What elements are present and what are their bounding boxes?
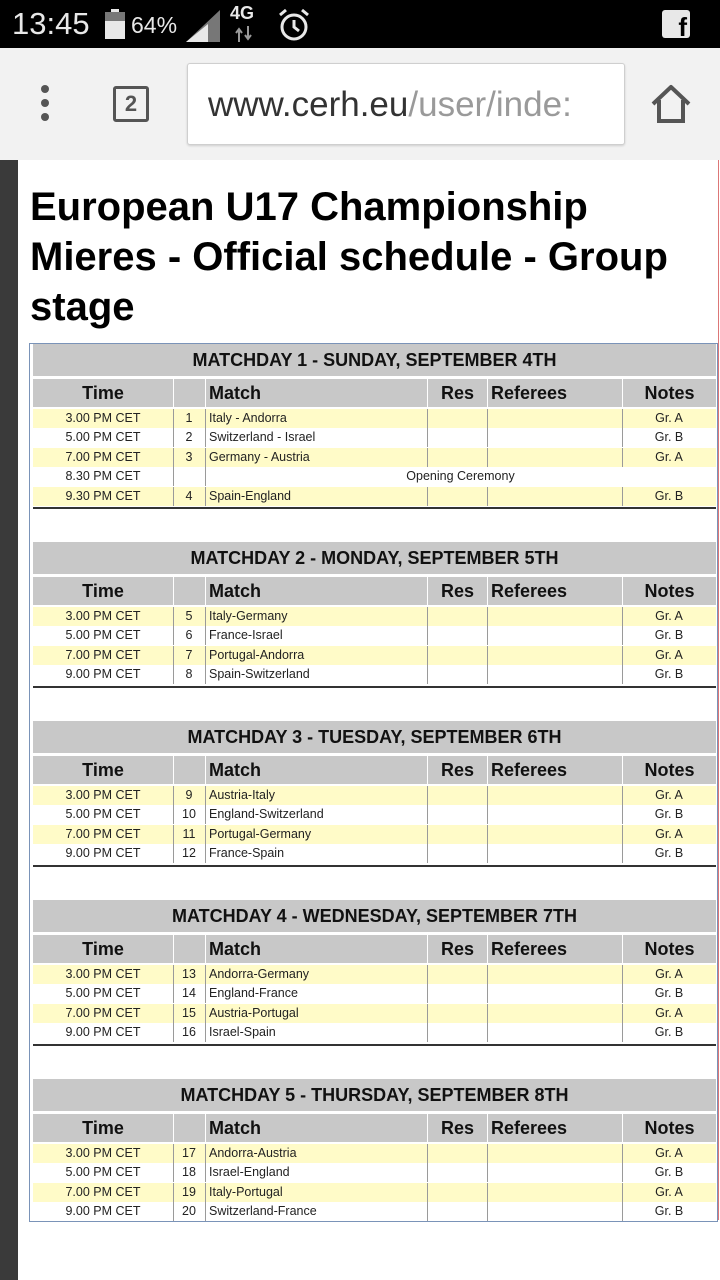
match-teams: England-Switzerland — [209, 807, 324, 822]
matchday-header: MATCHDAY 2 - MONDAY, SEPTEMBER 5TH — [33, 542, 716, 574]
match-time: 9.00 PM CET — [65, 1204, 141, 1219]
table-row — [33, 984, 716, 1003]
column-divider — [427, 844, 428, 863]
page-border — [718, 160, 719, 1220]
match-number: 20 — [182, 1204, 196, 1219]
match-time: 5.00 PM CET — [65, 986, 141, 1001]
table-row — [33, 467, 716, 486]
column-divider — [487, 825, 488, 844]
match-time: 5.00 PM CET — [65, 1165, 141, 1180]
column-divider — [487, 1144, 488, 1163]
match-group: Gr. A — [655, 1005, 683, 1020]
table-row — [33, 825, 716, 844]
column-divider — [487, 1023, 488, 1042]
match-group: Gr. A — [655, 609, 683, 623]
column-divider — [205, 844, 206, 863]
match-teams: Italy - Andorra — [209, 411, 287, 425]
table-row — [33, 409, 716, 428]
match-time: 8.30 PM CET — [65, 469, 141, 484]
table-row — [33, 844, 716, 863]
column-divider — [487, 607, 488, 626]
match-number: 11 — [182, 826, 196, 841]
match-group: Gr. A — [655, 449, 683, 464]
match-group: Gr. A — [655, 1184, 683, 1199]
column-header-no — [174, 756, 205, 784]
column-divider — [487, 1202, 488, 1221]
column-header-no — [174, 1114, 205, 1142]
facebook-icon: f — [662, 10, 690, 38]
url-domain: www.cerh.eu — [208, 85, 409, 124]
event-label: Opening Ceremony — [406, 469, 515, 484]
match-number: 16 — [182, 1025, 196, 1040]
column-divider — [205, 607, 206, 626]
column-divider — [427, 665, 428, 684]
table-row — [33, 786, 716, 805]
column-divider — [205, 665, 206, 684]
match-number: 3 — [185, 449, 193, 464]
column-divider — [487, 626, 488, 645]
column-header-no — [174, 577, 205, 605]
column-divider — [487, 665, 488, 684]
match-number: 4 — [185, 488, 193, 503]
column-divider — [427, 1183, 428, 1202]
column-divider — [205, 1183, 206, 1202]
section-divider — [33, 507, 716, 509]
column-header-res: Res — [428, 379, 487, 407]
column-header-no — [174, 935, 205, 963]
match-number: 18 — [182, 1165, 196, 1180]
match-group: Gr. B — [654, 488, 684, 503]
match-group: Gr. B — [654, 430, 684, 445]
column-header-time: Time — [33, 577, 173, 605]
column-divider — [205, 984, 206, 1003]
column-header-notes: Notes — [623, 1114, 716, 1142]
match-group: Gr. B — [654, 667, 684, 682]
column-header-match: Match — [206, 577, 427, 605]
match-group: Gr. B — [654, 807, 684, 822]
column-header-notes: Notes — [623, 379, 716, 407]
table-row — [33, 965, 716, 984]
column-header-time: Time — [33, 1114, 173, 1142]
match-number: 9 — [185, 788, 193, 802]
match-number: 5 — [185, 609, 193, 623]
column-divider — [205, 409, 206, 428]
column-header-res: Res — [428, 1114, 487, 1142]
match-teams: Portugal-Andorra — [209, 647, 305, 662]
match-group: Gr. B — [654, 1165, 684, 1180]
column-divider — [205, 646, 206, 665]
column-header-referees: Referees — [488, 756, 622, 784]
match-teams: England-France — [209, 986, 298, 1001]
alarm-icon — [278, 8, 310, 42]
column-divider — [173, 467, 174, 486]
match-teams: France-Israel — [209, 628, 283, 643]
column-divider — [205, 825, 206, 844]
browser-toolbar — [0, 48, 720, 160]
network-type: 4G — [230, 3, 255, 23]
match-number: 17 — [182, 1146, 196, 1160]
page-title: European U17 Championship Mieres - Official schedule - Group stage — [30, 185, 668, 329]
column-divider — [205, 1202, 206, 1221]
column-divider — [487, 1183, 488, 1202]
column-divider — [427, 607, 428, 626]
column-divider — [427, 626, 428, 645]
table-row — [33, 1183, 716, 1202]
match-time: 7.00 PM CET — [65, 1005, 141, 1020]
status-bar — [0, 0, 720, 48]
column-divider — [427, 448, 428, 467]
column-divider — [205, 448, 206, 467]
table-row — [33, 646, 716, 665]
match-teams: Andorra-Germany — [209, 967, 310, 981]
column-header-match: Match — [206, 935, 427, 963]
column-divider — [205, 1004, 206, 1023]
match-time: 3.00 PM CET — [65, 1146, 141, 1160]
matchday-header: MATCHDAY 3 - TUESDAY, SEPTEMBER 6TH — [33, 721, 716, 753]
match-time: 5.00 PM CET — [65, 807, 141, 822]
match-number: 1 — [185, 411, 193, 425]
table-row — [33, 428, 716, 447]
column-divider — [205, 428, 206, 447]
column-divider — [427, 984, 428, 1003]
match-teams: Italy-Germany — [209, 609, 288, 623]
column-divider — [205, 626, 206, 645]
column-header-match: Match — [206, 756, 427, 784]
section-divider — [33, 865, 716, 867]
match-time: 9.00 PM CET — [65, 846, 141, 861]
match-number: 10 — [182, 807, 196, 822]
status-time: 13:45 — [12, 6, 90, 41]
match-group: Gr. A — [655, 411, 683, 425]
match-number: 6 — [185, 628, 193, 643]
table-row — [33, 1023, 716, 1042]
match-group: Gr. B — [654, 986, 684, 1001]
column-divider — [487, 786, 488, 805]
page-edge — [0, 160, 18, 1280]
column-header-notes: Notes — [623, 577, 716, 605]
column-divider — [427, 1023, 428, 1042]
column-divider — [487, 428, 488, 447]
match-group: Gr. A — [655, 826, 683, 841]
table-row — [33, 626, 716, 645]
column-header-res: Res — [428, 756, 487, 784]
column-header-time: Time — [33, 935, 173, 963]
match-group: Gr. B — [654, 1204, 684, 1219]
table-row — [33, 1144, 716, 1163]
tab-switcher-button[interactable]: 2 — [113, 86, 149, 122]
match-time: 3.00 PM CET — [65, 609, 141, 623]
match-number: 8 — [185, 667, 193, 682]
match-number: 15 — [182, 1005, 196, 1020]
section-divider — [33, 686, 716, 688]
column-header-res: Res — [428, 935, 487, 963]
column-header-referees: Referees — [488, 935, 622, 963]
column-header-referees: Referees — [488, 577, 622, 605]
match-number: 19 — [182, 1184, 196, 1199]
match-teams: Andorra-Austria — [209, 1146, 297, 1160]
match-time: 9.00 PM CET — [65, 1025, 141, 1040]
column-divider — [205, 1163, 206, 1182]
match-teams: Spain-England — [209, 488, 292, 503]
table-row — [33, 805, 716, 824]
match-group: Gr. B — [654, 846, 684, 861]
column-header-no — [174, 379, 205, 407]
match-teams: France-Spain — [209, 846, 285, 861]
schedule-table — [29, 343, 718, 1222]
table-row — [33, 448, 716, 467]
match-time: 9.30 PM CET — [65, 488, 141, 503]
table-row — [33, 1004, 716, 1023]
column-divider — [427, 409, 428, 428]
column-divider — [487, 448, 488, 467]
match-time: 3.00 PM CET — [65, 411, 141, 425]
table-row — [33, 665, 716, 684]
column-header-notes: Notes — [623, 935, 716, 963]
match-group: Gr. B — [654, 628, 684, 643]
column-divider — [487, 487, 488, 506]
match-number: 13 — [182, 967, 196, 981]
battery-icon — [105, 9, 125, 39]
column-divider — [427, 487, 428, 506]
signal-icon — [186, 10, 220, 42]
table-row — [33, 487, 716, 506]
matchday-header: MATCHDAY 1 - SUNDAY, SEPTEMBER 4TH — [33, 344, 716, 376]
table-row — [33, 1202, 716, 1221]
match-number: 2 — [185, 430, 193, 445]
match-time: 3.00 PM CET — [65, 788, 141, 802]
column-divider — [487, 984, 488, 1003]
home-icon[interactable] — [650, 84, 692, 124]
url-path: /user/inde: — [408, 85, 572, 124]
match-time: 5.00 PM CET — [65, 430, 141, 445]
column-divider — [487, 409, 488, 428]
match-number: 12 — [182, 846, 196, 861]
matchday-header: MATCHDAY 5 - THURSDAY, SEPTEMBER 8TH — [33, 1079, 716, 1111]
column-divider — [487, 646, 488, 665]
match-group: Gr. A — [655, 788, 683, 802]
column-divider — [427, 805, 428, 824]
column-header-time: Time — [33, 379, 173, 407]
match-time: 3.00 PM CET — [65, 967, 141, 981]
match-teams: Switzerland - Israel — [209, 430, 316, 445]
menu-icon[interactable] — [30, 83, 60, 123]
match-number: 7 — [185, 647, 193, 662]
match-time: 7.00 PM CET — [65, 826, 141, 841]
battery-percent: 64% — [131, 12, 178, 38]
column-divider — [427, 786, 428, 805]
column-header-match: Match — [206, 1114, 427, 1142]
column-divider — [205, 965, 206, 984]
column-header-time: Time — [33, 756, 173, 784]
match-teams: Austria-Portugal — [209, 1005, 299, 1020]
match-time: 7.00 PM CET — [65, 647, 141, 662]
column-header-referees: Referees — [488, 1114, 622, 1142]
column-divider — [205, 487, 206, 506]
match-time: 5.00 PM CET — [65, 628, 141, 643]
column-divider — [205, 805, 206, 824]
column-divider — [487, 805, 488, 824]
match-number: 14 — [182, 986, 196, 1001]
column-divider — [205, 1023, 206, 1042]
column-divider — [427, 965, 428, 984]
match-teams: Israel-Spain — [209, 1025, 276, 1040]
column-divider — [487, 1163, 488, 1182]
match-teams: Switzerland-France — [209, 1204, 317, 1219]
match-teams: Portugal-Germany — [209, 826, 312, 841]
table-row — [33, 1163, 716, 1182]
match-group: Gr. A — [655, 647, 683, 662]
match-teams: Spain-Switzerland — [209, 667, 310, 682]
column-divider — [205, 786, 206, 805]
column-divider — [487, 1004, 488, 1023]
column-divider — [427, 825, 428, 844]
web-page — [0, 160, 720, 1280]
column-divider — [427, 1202, 428, 1221]
column-header-res: Res — [428, 577, 487, 605]
section-divider — [33, 1044, 716, 1046]
data-arrows-icon — [234, 26, 254, 42]
matchday-header: MATCHDAY 4 - WEDNESDAY, SEPTEMBER 7TH — [33, 900, 716, 932]
column-divider — [487, 844, 488, 863]
column-header-referees: Referees — [488, 379, 622, 407]
match-teams: Austria-Italy — [209, 788, 275, 802]
column-divider — [205, 1144, 206, 1163]
match-time: 9.00 PM CET — [65, 667, 141, 682]
column-divider — [427, 1163, 428, 1182]
column-divider — [487, 965, 488, 984]
url-bar[interactable] — [187, 63, 625, 145]
match-teams: Israel-England — [209, 1165, 290, 1180]
match-teams: Italy-Portugal — [209, 1184, 283, 1199]
match-time: 7.00 PM CET — [65, 1184, 141, 1199]
column-divider — [427, 646, 428, 665]
column-header-match: Match — [206, 379, 427, 407]
column-divider — [427, 428, 428, 447]
match-group: Gr. A — [655, 1146, 683, 1160]
column-divider — [427, 1144, 428, 1163]
column-header-notes: Notes — [623, 756, 716, 784]
match-group: Gr. B — [654, 1025, 684, 1040]
match-teams: Germany - Austria — [209, 449, 310, 464]
table-row — [33, 607, 716, 626]
match-group: Gr. A — [655, 967, 683, 981]
column-divider — [427, 1004, 428, 1023]
match-time: 7.00 PM CET — [65, 449, 141, 464]
